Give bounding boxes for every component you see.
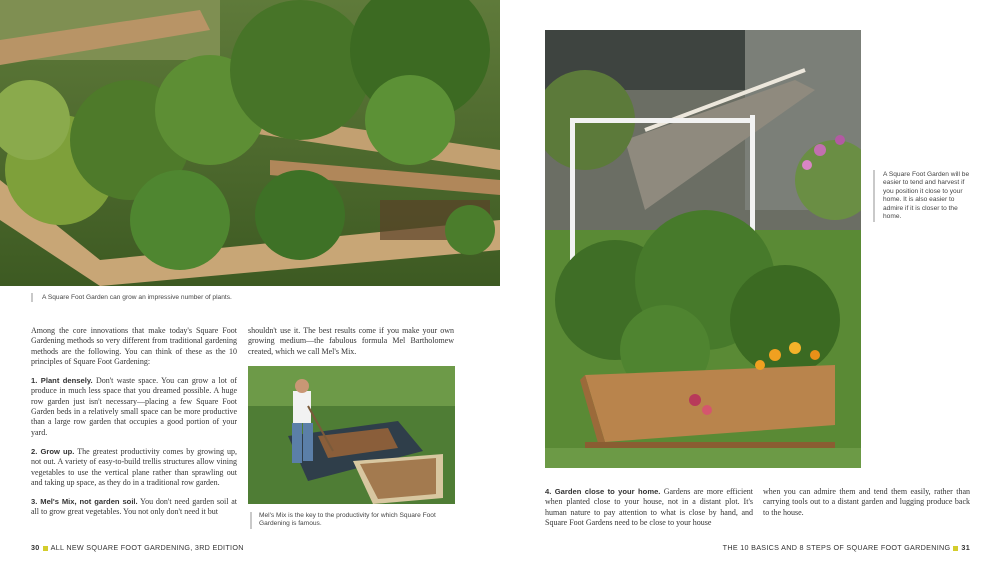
gardener-spreading-mix-photo bbox=[248, 366, 455, 504]
raised-bed-garden-photo bbox=[0, 0, 500, 286]
principle-2-heading: 2. Grow up. bbox=[31, 446, 75, 456]
principle-1-heading: 1. Plant densely. bbox=[31, 376, 93, 386]
principle-1 bbox=[31, 376, 237, 438]
caption-bar bbox=[873, 170, 875, 222]
principle-4-body: Gardens are more efficient when planted close to your house, not in a distant plot. It's human nature to pay attention to what is close by hand, and Square Foot Gardens need to be close to your house bbox=[545, 487, 753, 527]
left-text-column bbox=[31, 326, 237, 527]
second-text-column bbox=[248, 326, 454, 366]
folio-square-icon bbox=[953, 546, 958, 551]
right-folio bbox=[723, 543, 970, 552]
mid-photo-caption: Mel's Mix is the key to the productivity for which Square Foot Gardening is famous. bbox=[259, 512, 436, 528]
side-photo-caption: A Square Foot Garden will be easier to tend and harvest if you position it close to your home. It is also easier to admire if it is closer to the home. bbox=[883, 171, 970, 221]
caption-bar bbox=[250, 512, 252, 529]
principle-4-continued: when you can admire them and tend them easily, rather than carrying tools out to a distant garden and lugging produce back to the house. bbox=[763, 487, 970, 517]
left-folio bbox=[31, 543, 244, 552]
continued-paragraph: shouldn't use it. The best results come if you make your own growing medium—the fabulous formula Mel Bartholomew created, which we call Mel's Mix. bbox=[248, 326, 454, 356]
caption-bar bbox=[31, 293, 33, 302]
principle-2 bbox=[31, 447, 237, 488]
intro-paragraph: Among the core innovations that make today's Square Foot Gardening methods so very different from traditional gardening methods are the following. You can think of these as the 10 principles of Square Foot Gardening: bbox=[31, 326, 237, 366]
trellis-garden-by-house-photo bbox=[545, 30, 861, 468]
principle-3 bbox=[31, 497, 237, 518]
folio-square-icon bbox=[43, 546, 48, 551]
top-photo-caption: A Square Foot Garden can grow an impressive number of plants. bbox=[42, 294, 232, 301]
right-text-column-2 bbox=[763, 487, 970, 527]
page-number-left: 30 bbox=[31, 543, 40, 552]
right-text-column-1 bbox=[545, 487, 753, 537]
principle-1-body: Don't waste space. You can grow a lot of produce in much less space that you dreamed possible. A huge row garden just isn't necessary—placing a few Square Foot Garden beds in a relatively small space can be more productive than a large row garden that occupies a good portion of your yard. bbox=[31, 376, 237, 437]
principle-2-body: The greatest productivity comes by growing up, not out. A variety of easy-to-build trellis structures allow vining vegetables to use the vertical plane rather than sprawling out and taking up space, as they do in a traditional row garden. bbox=[31, 446, 237, 487]
page-number-right: 31 bbox=[961, 543, 970, 552]
principle-4 bbox=[545, 487, 753, 528]
book-title: ALL NEW SQUARE FOOT GARDENING, 3RD EDITION bbox=[50, 543, 244, 552]
principle-3-heading: 3. Mel's Mix, not garden soil. bbox=[31, 497, 138, 507]
principle-4-heading: 4. Garden close to your home. bbox=[545, 487, 661, 496]
principle-3-body: You don't need garden soil at all to grow great vegetables. You not only don't need it but bbox=[31, 497, 237, 517]
chapter-title: THE 10 BASICS AND 8 STEPS OF SQUARE FOOT GARDENING bbox=[722, 543, 951, 552]
